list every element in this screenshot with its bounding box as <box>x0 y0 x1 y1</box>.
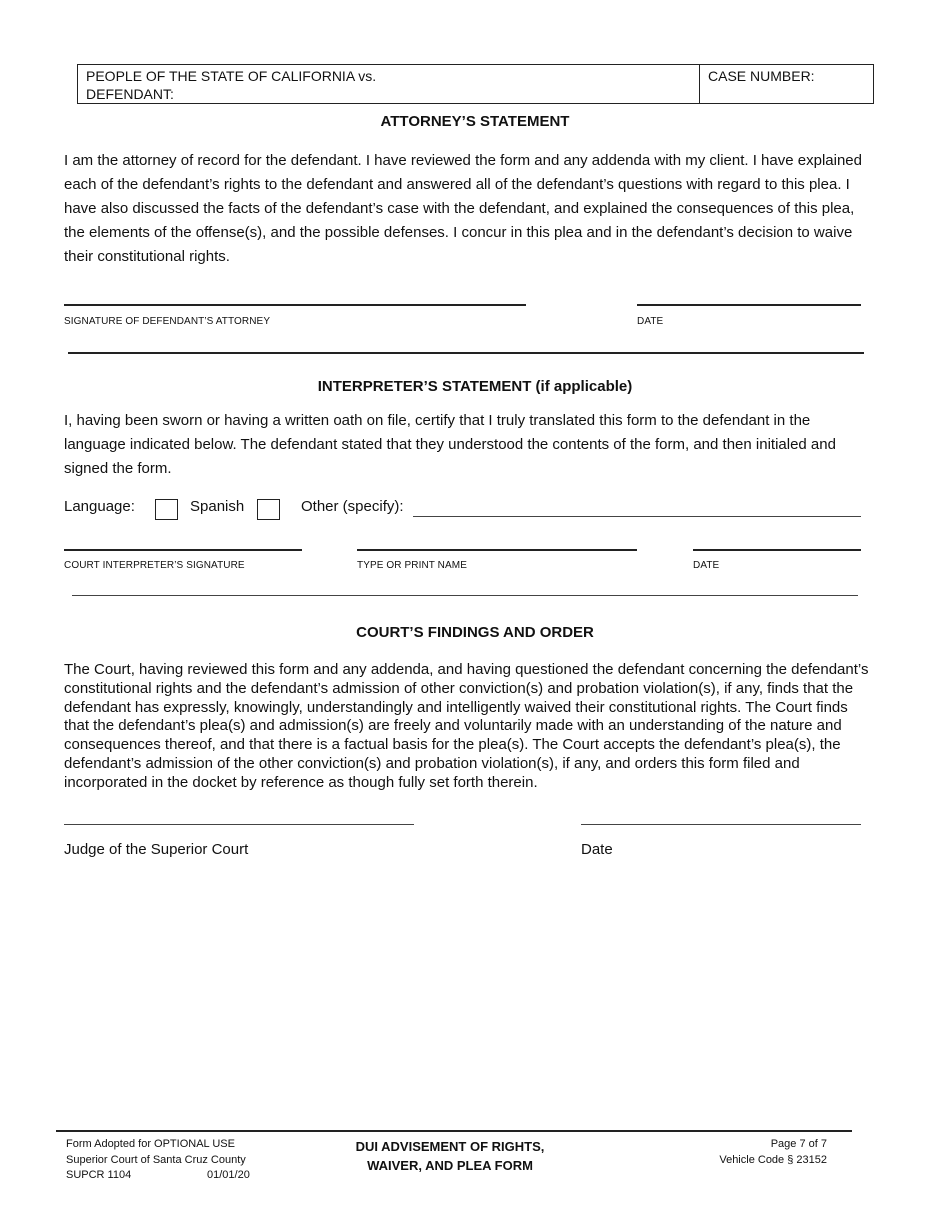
footer-court-name: Superior Court of Santa Cruz County <box>66 1153 246 1166</box>
attorney-statement-heading: ATTORNEY’S STATEMENT <box>380 113 570 130</box>
interpreter-name-line[interactable] <box>357 549 637 551</box>
footer-title-line-2: WAIVER, AND PLEA FORM <box>367 1158 533 1173</box>
interpreter-date-label: DATE <box>693 560 720 571</box>
section-divider-2 <box>72 595 858 596</box>
attorney-signature-line[interactable] <box>64 304 526 306</box>
footer-form-number: SUPCR 1104 <box>66 1169 132 1181</box>
court-findings-body: The Court, having reviewed this form and any addenda, and having questioned the defendant concerning the defendant’s constitutional rights and the defendant’s admission of other conviction(s) and probation violation(s), if any, finds that the defendant has expressly, knowingly, understandingly and intelligently waived their constitutional rights. The Court finds that the defendant’s plea(s) and admission(s) are freely and voluntarily made with an understanding of the nature and consequences thereof, and that there is a factual basis for the plea(s). The Court accepts the defendant’s plea(s), the defendant’s admission of the other conviction(s) and probation violation(s), if any, and orders this form filed and incorporated in the docket by reference as though fully set forth therein. <box>64 661 869 791</box>
language-label: Language: <box>64 498 135 515</box>
attorney-date-line[interactable] <box>637 304 861 306</box>
attorney-statement-body: I am the attorney of record for the defendant. I have reviewed the form and any addenda with my client. I have explained each of the defendant’s rights to the defendant and answered all of the defendant’s questions with regard to this plea. I have also discussed the facts of the defendant’s case with the defendant, and explained the consequences of this plea, the elements of the offense(s), and the possible defenses. I concur in this plea and in the defendant’s decision to waive their constitutional rights. <box>64 152 862 265</box>
footer-page-info <box>680 1137 827 1168</box>
footer-page-number: Page 7 of 7 <box>770 1138 827 1150</box>
caption-case-number-cell[interactable] <box>700 65 873 103</box>
footer-title-line-1: DUI ADVISEMENT OF RIGHTS, <box>355 1139 545 1154</box>
judge-label: Judge of the Superior Court <box>64 841 249 858</box>
defendant-label: DEFENDANT: <box>86 86 174 102</box>
spanish-label: Spanish <box>190 498 245 515</box>
people-vs-line: PEOPLE OF THE STATE OF CALIFORNIA vs. <box>86 68 377 84</box>
interpreter-signature-line[interactable] <box>64 549 302 551</box>
section-divider-1 <box>68 352 864 354</box>
footer-form-info <box>66 1137 266 1184</box>
court-date-line[interactable] <box>581 824 861 825</box>
footer-form-date: 01/01/20 <box>207 1169 250 1181</box>
other-specify-label: Other (specify): <box>301 498 404 515</box>
interpreter-signature-label: COURT INTERPRETER’S SIGNATURE <box>64 560 245 571</box>
court-findings-heading: COURT’S FINDINGS AND ORDER <box>356 624 594 641</box>
judge-signature-line[interactable] <box>64 824 414 825</box>
interpreter-statement-heading: INTERPRETER’S STATEMENT (if applicable) <box>317 378 633 395</box>
other-language-checkbox[interactable] <box>257 499 280 520</box>
attorney-date-label: DATE <box>637 316 664 327</box>
other-language-input-line[interactable] <box>413 516 861 517</box>
interpreter-statement-body: I, having been sworn or having a written oath on file, certify that I truly translated this form to the defendant in the language indicated below. The defendant stated that they understood the contents of the form, and then initialed and signed the form. <box>64 412 836 477</box>
case-caption-box <box>77 64 874 104</box>
footer-adopted: Form Adopted for OPTIONAL USE <box>66 1138 235 1150</box>
footer-form-title <box>330 1137 570 1175</box>
interpreter-date-line[interactable] <box>693 549 861 551</box>
case-number-label: CASE NUMBER: <box>708 68 815 84</box>
attorney-signature-label: SIGNATURE OF DEFENDANT’S ATTORNEY <box>64 316 271 327</box>
footer-vehicle-code: Vehicle Code § 23152 <box>719 1153 827 1166</box>
court-date-label: Date <box>581 841 613 858</box>
footer-rule <box>56 1130 852 1132</box>
interpreter-name-label: TYPE OR PRINT NAME <box>357 560 467 571</box>
caption-parties-cell <box>78 65 700 103</box>
spanish-checkbox[interactable] <box>155 499 178 520</box>
